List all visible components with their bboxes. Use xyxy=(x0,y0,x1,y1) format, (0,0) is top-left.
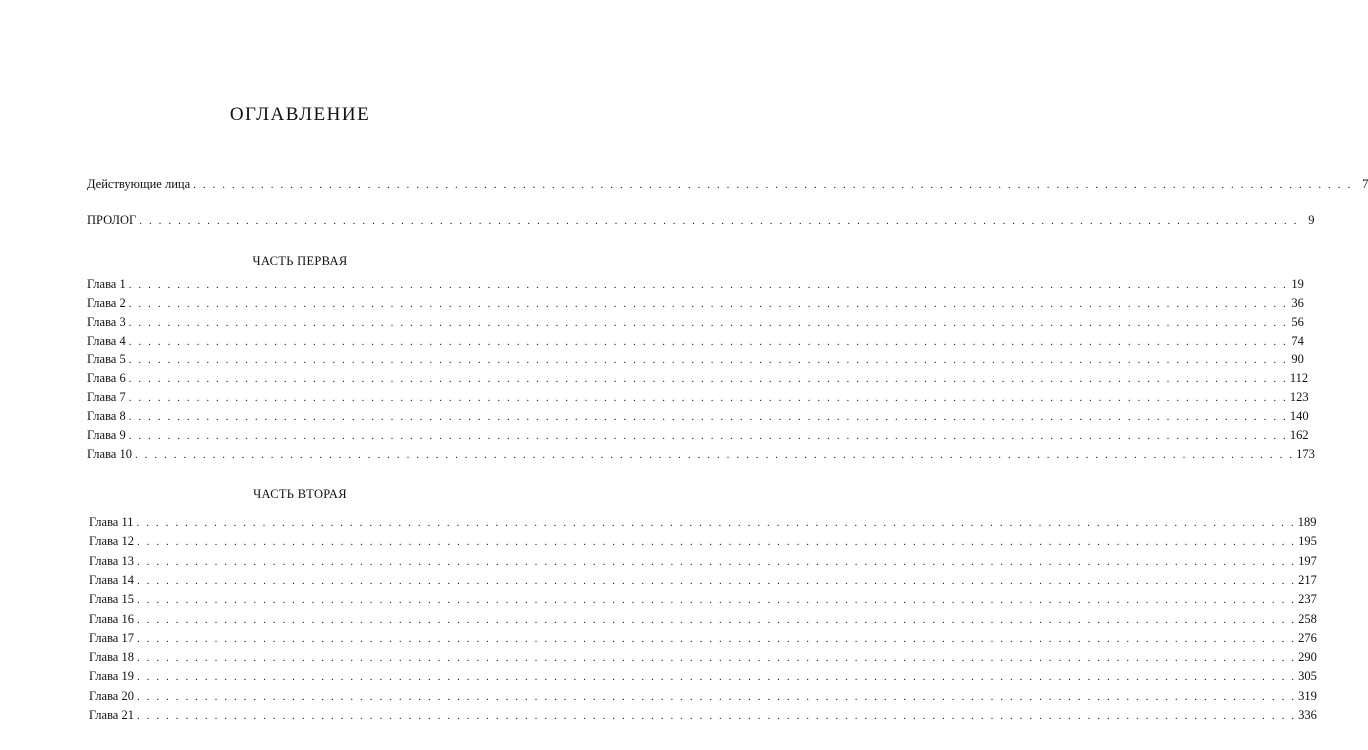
toc-entry xyxy=(89,669,1317,684)
toc-entry xyxy=(89,612,1317,627)
part-heading: ЧАСТЬ ВТОРАЯ xyxy=(253,487,347,501)
toc-entry-page-number: 195 xyxy=(1298,534,1317,548)
toc-entry-page-number: 336 xyxy=(1298,708,1317,722)
toc-entry-page-number: 162 xyxy=(1289,428,1309,442)
dot-leader: . . . . . . . . . . . . . . . . . . . . . . . . . . . . . . . . . . . . . . . . . . . . . . . . . . . . . . . . . . . . . . . . . . . . . . . . . . . . . . . . . . . . . . . . . . . . . . . . . . . . . . . . . . . . . . . . . . . . . . . . xyxy=(128,430,1288,442)
toc-entry-label: Глава 1 xyxy=(87,277,126,291)
toc-entry xyxy=(87,371,1309,386)
toc-entry-page-number: 290 xyxy=(1298,650,1317,664)
toc-entry-page-number: 7 xyxy=(1362,177,1368,191)
toc-entry-page-number: 123 xyxy=(1289,390,1309,404)
toc-entry-label: ПРОЛОГ xyxy=(87,213,137,227)
toc-entry xyxy=(89,554,1317,569)
toc-entry xyxy=(87,334,1304,349)
toc-entry xyxy=(87,352,1304,367)
toc-entry xyxy=(87,409,1309,424)
toc-entry xyxy=(87,296,1304,311)
toc-entry-page-number: 189 xyxy=(1297,515,1317,529)
dot-leader: . . . . . . . . . . . . . . . . . . . . . . . . . . . . . . . . . . . . . . . . . . . . . . . . . . . . . . . . . . . . . . . . . . . . . . . . . . . . . . . . . . . . . . . . . . . . . . . . . . . . . . . . . . . . . . . . . . . . . . . . xyxy=(136,614,1297,626)
toc-entry xyxy=(87,428,1309,443)
dot-leader: . . . . . . . . . . . . . . . . . . . . . . . . . . . . . . . . . . . . . . . . . . . . . . . . . . . . . . . . . . . . . . . . . . . . . . . . . . . . . . . . . . . . . . . . . . . . . . . . . . . . . . . . . . . . . . . . . . . . . . . . xyxy=(136,556,1297,568)
toc-entry-label: Глава 8 xyxy=(87,409,126,423)
toc-entry-label: Глава 4 xyxy=(87,334,126,348)
toc-entry xyxy=(87,315,1304,330)
toc-entry-label: Глава 21 xyxy=(89,708,134,722)
toc-entry-label: Глава 10 xyxy=(87,447,132,461)
toc-entry-page-number: 56 xyxy=(1291,315,1304,329)
dot-leader: . . . . . . . . . . . . . . . . . . . . . . . . . . . . . . . . . . . . . . . . . . . . . . . . . . . . . . . . . . . . . . . . . . . . . . . . . . . . . . . . . . . . . . . . . . . . . . . . . . . . . . . . . . . . . . . . . . . . . . . . xyxy=(128,336,1288,348)
toc-entry xyxy=(89,592,1317,607)
toc-entry xyxy=(87,277,1304,292)
toc-entry-page-number: 258 xyxy=(1298,612,1317,626)
toc-entry-label: Глава 17 xyxy=(89,631,134,645)
dot-leader: . . . . . . . . . . . . . . . . . . . . . . . . . . . . . . . . . . . . . . . . . . . . . . . . . . . . . . . . . . . . . . . . . . . . . . . . . . . . . . . . . . . . . . . . . . . . . . . . . . . . . . . . . . . . . . . . . . . . . . . . xyxy=(128,279,1288,291)
toc-entry-page-number: 36 xyxy=(1291,296,1304,310)
toc-entry xyxy=(89,689,1317,704)
toc-entry-label: Глава 16 xyxy=(89,612,134,626)
dot-leader: . . . . . . . . . . . . . . . . . . . . . . . . . . . . . . . . . . . . . . . . . . . . . . . . . . . . . . . . . . . . . . . . . . . . . . . . . . . . . . . . . . . . . . . . . . . . . . . . . . . . . . . . . . . . . . . . . . . . . . . . xyxy=(128,392,1288,404)
toc-entry-page-number: 90 xyxy=(1291,352,1304,366)
toc-entry-page-number: 140 xyxy=(1289,409,1309,423)
toc-entry-page-number: 19 xyxy=(1291,277,1304,291)
toc-entry-label: Глава 7 xyxy=(87,390,126,404)
toc-entry-label: Глава 2 xyxy=(87,296,126,310)
toc-entry-label: Глава 19 xyxy=(89,669,134,683)
toc-entry-label: Глава 6 xyxy=(87,371,126,385)
toc-entry-label: Глава 20 xyxy=(89,689,134,703)
toc-entry-page-number: 237 xyxy=(1298,592,1317,606)
toc-entry xyxy=(87,177,1368,192)
toc-entry-page-number: 276 xyxy=(1298,631,1317,645)
toc-entry-label: Действующие лица xyxy=(87,177,191,191)
toc-entry-page-number: 173 xyxy=(1296,447,1315,461)
toc-entry xyxy=(89,534,1317,549)
toc-entry-label: Глава 5 xyxy=(87,352,126,366)
dot-leader: . . . . . . . . . . . . . . . . . . . . . . . . . . . . . . . . . . . . . . . . . . . . . . . . . . . . . . . . . . . . . . . . . . . . . . . . . . . . . . . . . . . . . . . . . . . . . . . . . . . . . . . . . . . . . . . . . . . . . . . . xyxy=(136,517,1296,529)
toc-entry xyxy=(89,650,1317,665)
toc-entry xyxy=(89,515,1317,530)
toc-entry-label: Глава 13 xyxy=(89,554,134,568)
dot-leader: . . . . . . . . . . . . . . . . . . . . . . . . . . . . . . . . . . . . . . . . . . . . . . . . . . . . . . . . . . . . . . . . . . . . . . . . . . . . . . . . . . . . . . . . . . . . . . . . . . . . . . . . . . . . . . . . . . . . . . . . xyxy=(136,536,1297,548)
dot-leader: . . . . . . . . . . . . . . . . . . . . . . . . . . . . . . . . . . . . . . . . . . . . . . . . . . . . . . . . . . . . . . . . . . . . . . . . . . . . . . . . . . . . . . . . . . . . . . . . . . . . . . . . . . . . . . . . . . . . . . . . xyxy=(128,354,1288,366)
toc-entry-page-number: 112 xyxy=(1289,371,1309,385)
toc-entry-label: Глава 12 xyxy=(89,534,134,548)
toc-entry-label: Глава 9 xyxy=(87,428,126,442)
toc-entry-label: Глава 3 xyxy=(87,315,126,329)
toc-entry-page-number: 319 xyxy=(1298,689,1317,703)
toc-entry xyxy=(87,390,1309,405)
page-title: ОГЛАВЛЕНИЕ xyxy=(229,104,371,125)
toc-entry-page-number: 74 xyxy=(1291,334,1304,348)
dot-leader: . . . . . . . . . . . . . . . . . . . . . . . . . . . . . . . . . . . . . . . . . . . . . . . . . . . . . . . . . . . . . . . . . . . . . . . . . . . . . . . . . . . . . . . . . . . . . . . . . . . . . . . . . . . . . . . . . . . . . . . . xyxy=(134,449,1295,461)
toc-entry xyxy=(89,708,1317,723)
dot-leader: . . . . . . . . . . . . . . . . . . . . . . . . . . . . . . . . . . . . . . . . . . . . . . . . . . . . . . . . . . . . . . . . . . . . . . . . . . . . . . . . . . . . . . . . . . . . . . . . . . . . . . . . . . . . . . . . . . . . . . . . xyxy=(128,373,1288,385)
toc-entry xyxy=(87,213,1315,228)
toc-entry-label: Глава 15 xyxy=(89,592,134,606)
dot-leader: . . . . . . . . . . . . . . . . . . . . . . . . . . . . . . . . . . . . . . . . . . . . . . . . . . . . . . . . . . . . . . . . . . . . . . . . . . . . . . . . . . . . . . . . . . . . . . . . . . . . . . . . . . . . . . . . . . . . . . . . xyxy=(136,633,1297,645)
toc-entry-label: Глава 18 xyxy=(89,650,134,664)
dot-leader: . . . . . . . . . . . . . . . . . . . . . . . . . . . . . . . . . . . . . . . . . . . . . . . . . . . . . . . . . . . . . . . . . . . . . . . . . . . . . . . . . . . . . . . . . . . . . . . . . . . . . . . . . . . . . . . . . . . . . . . . xyxy=(136,594,1297,606)
dot-leader: . . . . . . . . . . . . . . . . . . . . . . . . . . . . . . . . . . . . . . . . . . . . . . . . . . . . . . . . . . . . . . . . . . . . . . . . . . . . . . . . . . . . . . . . . . . . . . . . . . . . . . . . . . . . . . . . . . . . . . . . xyxy=(128,317,1288,329)
dot-leader: . . . . . . . . . . . . . . . . . . . . . . . . . . . . . . . . . . . . . . . . . . . . . . . . . . . . . . . . . . . . . . . . . . . . . . . . . . . . . . . . . . . . . . . . . . . . . . . . . . . . . . . . . . . . . . . . . . . . . . . . xyxy=(128,411,1288,423)
dot-leader: . . . . . . . . . . . . . . . . . . . . . . . . . . . . . . . . . . . . . . . . . . . . . . . . . . . . . . . . . . . . . . . . . . . . . . . . . . . . . . . . . . . . . . . . . . . . . . . . . . . . . . . . . . . . . . . . . . . . . . . . xyxy=(136,671,1297,683)
dot-leader: . . . . . . . . . . . . . . . . . . . . . . . . . . . . . . . . . . . . . . . . . . . . . . . . . . . . . . . . . . . . . . . . . . . . . . . . . . . . . . . . . . . . . . . . . . . . . . . . . . . . . . . . . . . . . . . . . . . . . . . . xyxy=(136,575,1297,587)
dot-leader: . . . . . . . . . . . . . . . . . . . . . . . . . . . . . . . . . . . . . . . . . . . . . . . . . . . . . . . . . . . . . . . . . . . . . . . . . . . . . . . . . . . . . . . . . . . . . . . . . . . . . . . . . . . . . . . . . . . . . . . . xyxy=(136,710,1297,722)
dot-leader: . . . . . . . . . . . . . . . . . . . . . . . . . . . . . . . . . . . . . . . . . . . . . . . . . . . . . . . . . . . . . . . . . . . . . . . . . . . . . . . . . . . . . . . . . . . . . . . . . . . . . . . . . . . . . . . . . . . . . . . . xyxy=(193,179,1353,191)
toc-entry xyxy=(89,573,1317,588)
toc-entry xyxy=(89,631,1317,646)
toc-entry-page-number: 9 xyxy=(1308,213,1315,227)
toc-entry-label: Глава 11 xyxy=(89,515,134,529)
dot-leader: . . . . . . . . . . . . . . . . . . . . . . . . . . . . . . . . . . . . . . . . . . . . . . . . . . . . . . . . . . . . . . . . . . . . . . . . . . . . . . . . . . . . . . . . . . . . . . . . . . . . . . . . . . . . . . . . . . . . . . . . xyxy=(128,298,1288,310)
toc-entry-page-number: 197 xyxy=(1298,554,1317,568)
toc-entry-page-number: 305 xyxy=(1298,669,1317,683)
toc-entry-page-number: 217 xyxy=(1298,573,1317,587)
dot-leader: . . . . . . . . . . . . . . . . . . . . . . . . . . . . . . . . . . . . . . . . . . . . . . . . . . . . . . . . . . . . . . . . . . . . . . . . . . . . . . . . . . . . . . . . . . . . . . . . . . . . . . . . . . . . . . . . . . . . . . . . xyxy=(139,215,1299,227)
toc-entry-label: Глава 14 xyxy=(89,573,134,587)
part-heading: ЧАСТЬ ПЕРВАЯ xyxy=(252,254,348,268)
dot-leader: . . . . . . . . . . . . . . . . . . . . . . . . . . . . . . . . . . . . . . . . . . . . . . . . . . . . . . . . . . . . . . . . . . . . . . . . . . . . . . . . . . . . . . . . . . . . . . . . . . . . . . . . . . . . . . . . . . . . . . . . xyxy=(136,691,1297,703)
dot-leader: . . . . . . . . . . . . . . . . . . . . . . . . . . . . . . . . . . . . . . . . . . . . . . . . . . . . . . . . . . . . . . . . . . . . . . . . . . . . . . . . . . . . . . . . . . . . . . . . . . . . . . . . . . . . . . . . . . . . . . . . xyxy=(136,652,1297,664)
toc-entry xyxy=(87,447,1315,462)
